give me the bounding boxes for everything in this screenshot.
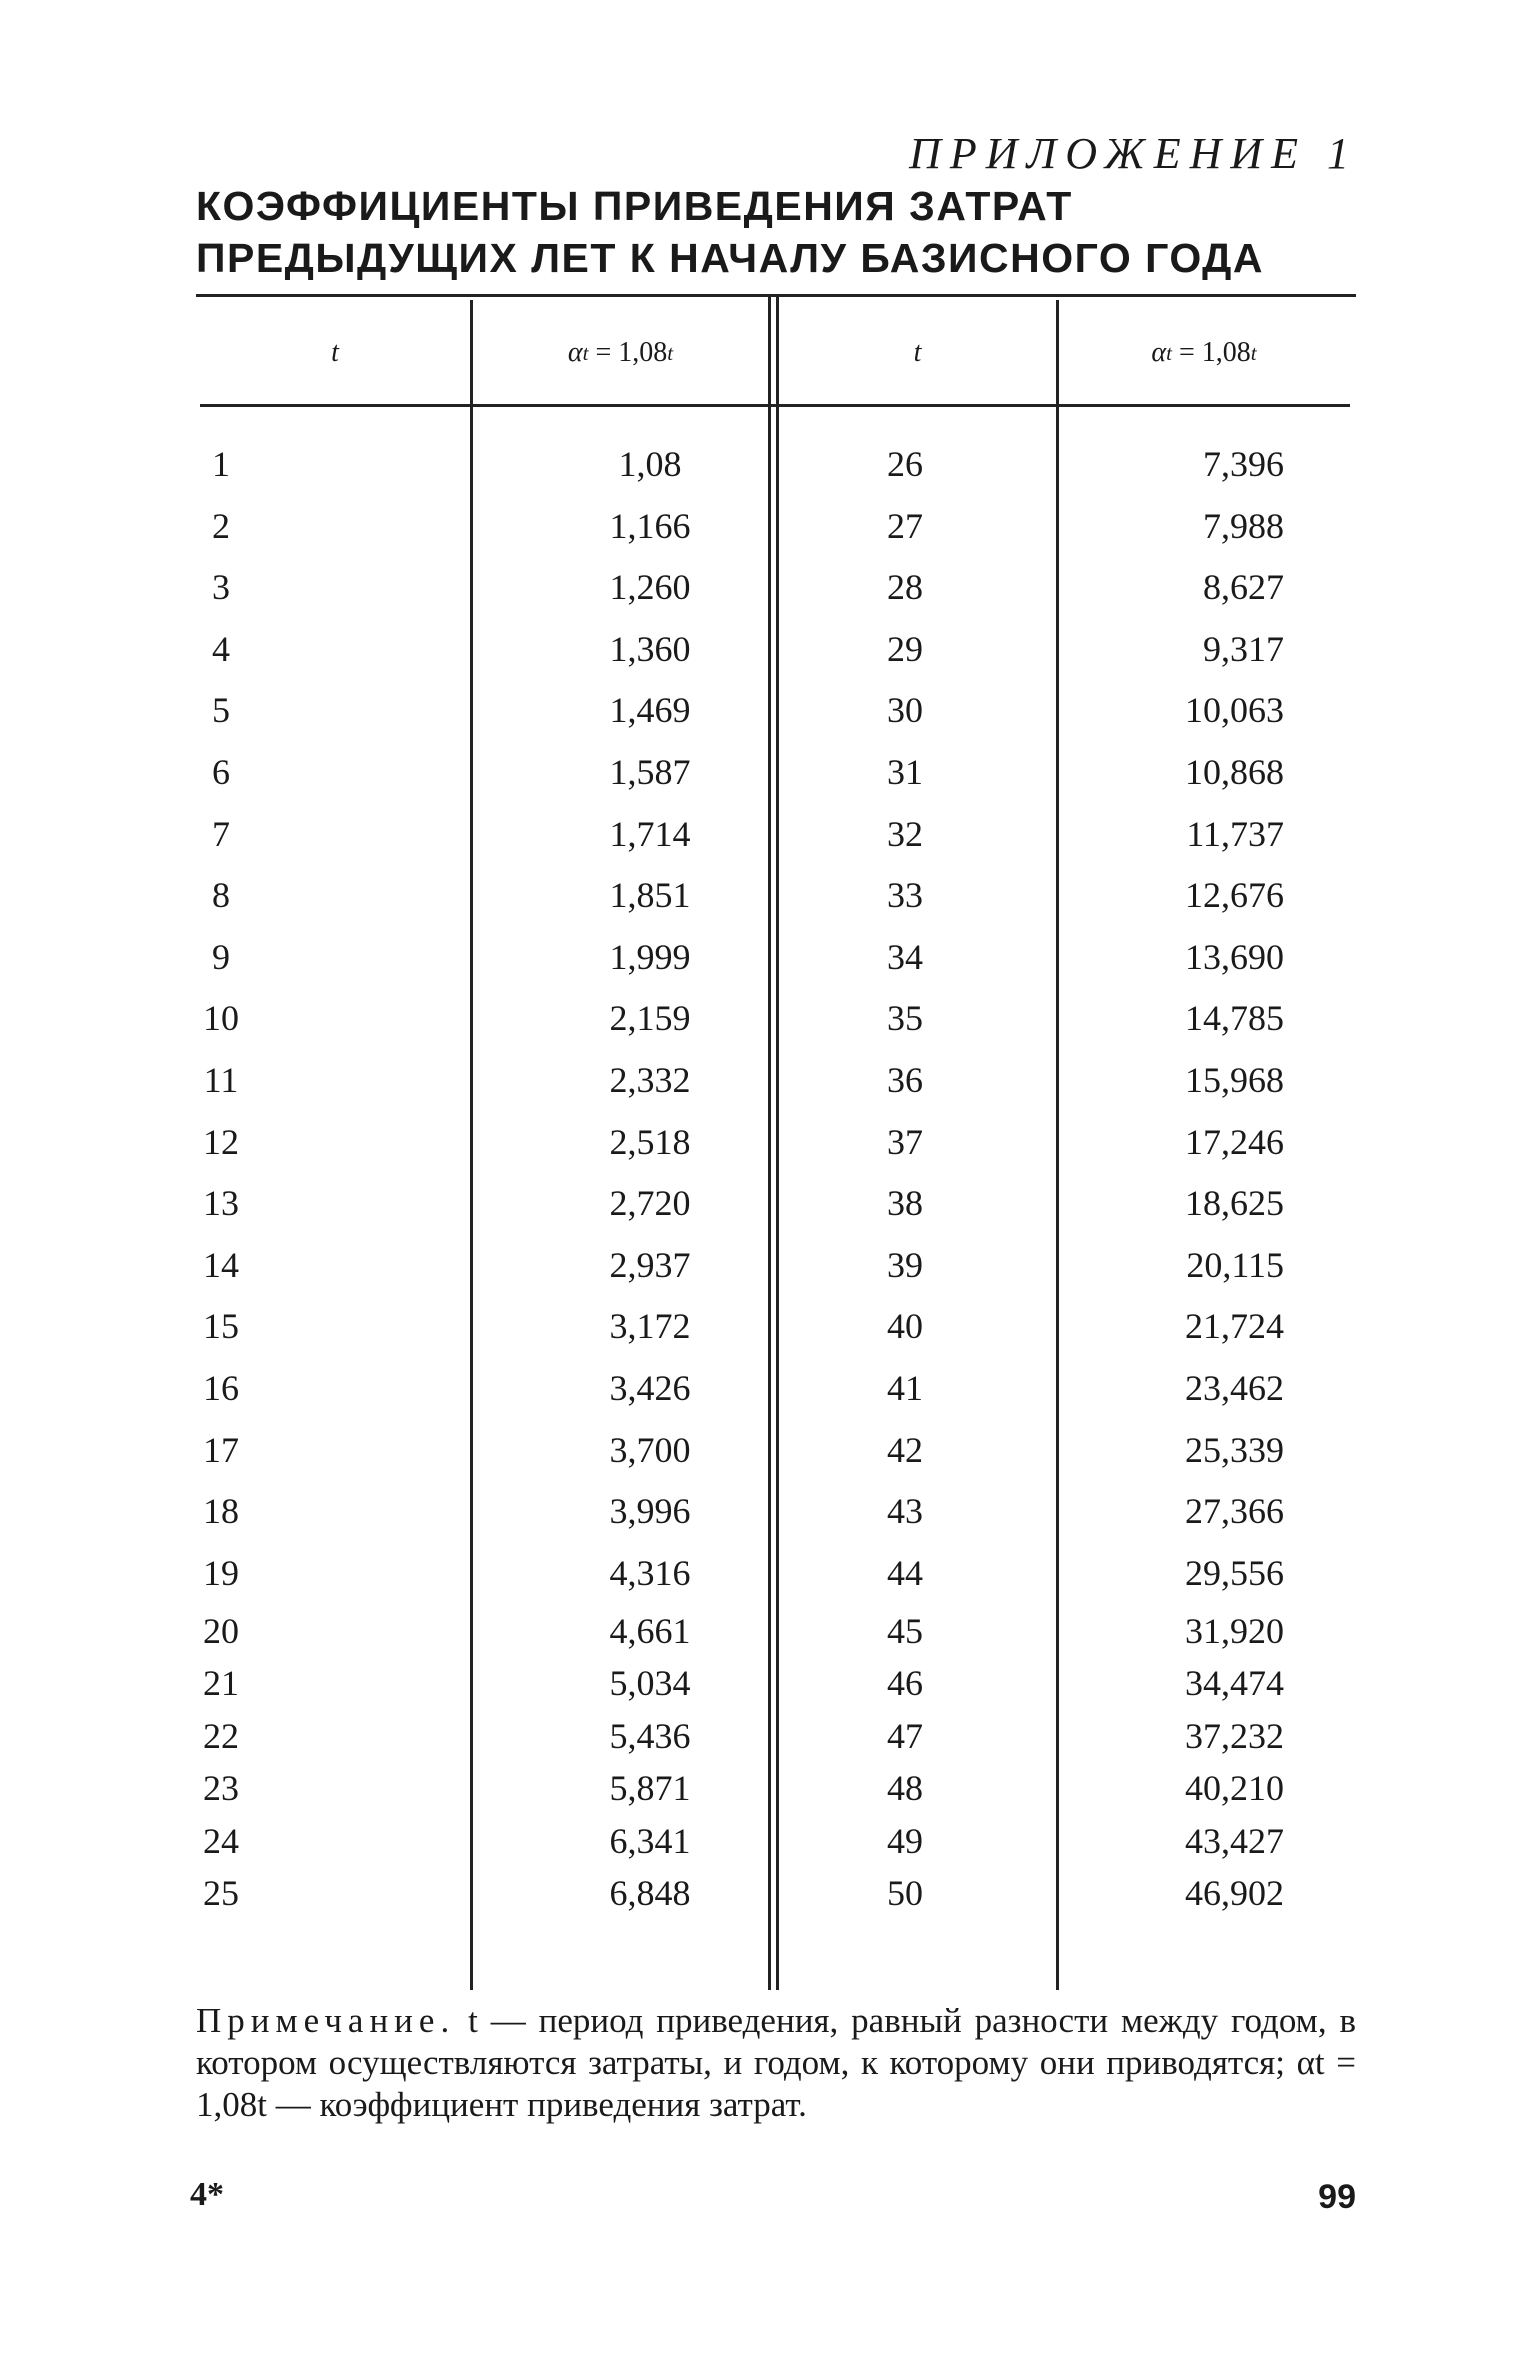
column-divider-1 [470,300,473,1990]
cell-coef-left: 1,469 [609,690,691,731]
note-text: t — период приведения, равный разности между годом, в котором осуществляются затраты, и годом, к которому они приводятся; αt = 1,08t — коэффициент приведения затрат. [196,2001,1356,2124]
cell-t-right: 39 [887,1244,923,1285]
header-t-right [779,318,1056,388]
cell-t-left: 1 [212,444,230,484]
cell-coef-left: 3,996 [609,1491,691,1532]
alpha-subscript: t [1166,340,1172,365]
title-line-1: КОЭФФИЦИЕНТЫ ПРИВЕДЕНИЯ ЗАТРАТ [196,183,1073,229]
cell-t-right: 30 [887,690,923,731]
cell-t-right: 28 [887,567,923,608]
cell-t-left: 7 [212,813,230,854]
cell-coef-left: 3,172 [609,1306,691,1347]
cell-coef-right: 21,724 [1185,1306,1284,1347]
cell-coef-left: 1,999 [609,936,691,977]
cell-coef-left: 1,08 [618,444,682,484]
cell-coef-left: 5,436 [609,1715,691,1756]
formula-exponent: t [667,340,674,365]
column-divider-double-b [776,296,779,1990]
cell-t-left: 11 [203,1060,239,1100]
cell-t-left: 14 [203,1244,239,1285]
cell-coef-left: 1,714 [609,813,691,854]
table-note [196,2000,1356,2126]
cell-coef-right: 14,785 [1185,998,1284,1039]
cell-coef-right: 34,474 [1185,1663,1284,1704]
cell-t-left: 18 [203,1491,239,1532]
cell-coef-left: 5,034 [609,1663,691,1704]
cell-t-left: 23 [203,1768,239,1809]
cell-coef-right: 31,920 [1185,1610,1284,1651]
cell-t-left: 20 [203,1610,239,1651]
cell-coef-left: 6,341 [609,1820,691,1861]
cell-coef-right: 20,115 [1186,1244,1284,1285]
cell-coef-left: 2,332 [609,1060,691,1100]
cell-t-left: 4 [212,628,230,669]
cell-coef-right: 23,462 [1185,1368,1284,1408]
cell-coef-left: 3,426 [609,1368,691,1408]
cell-t-left: 22 [203,1715,239,1756]
formula-text: = 1,08 [1178,337,1251,368]
cell-t-right: 48 [887,1768,923,1809]
cell-t-right: 44 [887,1552,923,1593]
appendix-label: ПРИЛОЖЕНИЕ 1 [909,129,1358,178]
cell-t-left: 5 [212,690,230,731]
cell-t-right: 27 [887,505,923,546]
cell-coef-right: 11,737 [1186,813,1284,854]
page-number: 99 [1318,2178,1356,2216]
cell-coef-right: 17,246 [1185,1121,1284,1162]
cell-t-right: 32 [887,813,923,854]
cell-t-right: 46 [887,1663,923,1704]
header-t-left [200,318,470,388]
cell-coef-right: 27,366 [1185,1491,1284,1532]
cell-t-right: 43 [887,1491,923,1532]
alpha-subscript: t [582,340,589,365]
header-t-right-label: t [913,337,922,368]
cell-coef-left: 2,159 [609,998,691,1039]
cell-coef-right: 13,690 [1185,936,1284,977]
cell-t-left: 13 [203,1183,239,1224]
cell-t-right: 49 [887,1820,923,1861]
cell-t-left: 25 [203,1873,239,1914]
cell-coef-right: 25,339 [1185,1429,1284,1470]
cell-t-right: 31 [887,752,923,792]
cell-coef-right: 10,868 [1185,752,1284,792]
alpha-symbol: α [567,337,583,368]
cell-coef-left: 6,848 [609,1873,691,1914]
note-label: Примечание. [196,2001,456,2040]
signature-mark: 4* [190,2176,224,2213]
cell-t-left: 19 [203,1552,239,1593]
cell-coef-right: 15,968 [1185,1060,1284,1100]
cell-t-right: 38 [887,1183,923,1224]
cell-t-right: 40 [887,1306,923,1347]
cell-coef-right: 12,676 [1185,875,1284,916]
cell-coef-left: 4,316 [609,1552,691,1593]
cell-coef-left: 2,937 [609,1244,691,1285]
cell-coef-left: 3,700 [609,1429,691,1470]
column-divider-double-a [768,296,771,1990]
cell-t-right: 34 [887,936,923,977]
cell-coef-left: 1,360 [609,628,691,669]
cell-coef-left: 2,720 [609,1183,691,1224]
cell-coef-right: 9,317 [1203,628,1284,669]
cell-t-left: 24 [203,1820,239,1861]
cell-coef-right: 7,396 [1203,444,1284,484]
cell-t-left: 16 [203,1368,239,1408]
title-line-2: ПРЕДЫДУЩИХ ЛЕТ К НАЧАЛУ БАЗИСНОГО ГОДА [196,235,1264,281]
cell-coef-right: 7,988 [1203,505,1284,546]
cell-t-right: 33 [887,875,923,916]
cell-t-left: 12 [203,1121,239,1162]
column-divider-3 [1056,300,1059,1990]
cell-t-right: 36 [887,1060,923,1100]
header-t-left-label: t [331,337,339,368]
cell-t-right: 26 [887,444,923,484]
cell-coef-right: 8,627 [1203,567,1284,608]
cell-t-right: 50 [887,1873,923,1914]
cell-t-right: 35 [887,998,923,1039]
formula-text: = 1,08 [595,337,668,368]
cell-coef-right: 43,427 [1185,1820,1284,1861]
cell-t-left: 2 [212,505,230,546]
cell-coef-right: 40,210 [1185,1768,1284,1809]
cell-coef-left: 1,260 [609,567,691,608]
header-alpha-left [473,318,768,388]
cell-t-right: 42 [887,1429,923,1470]
cell-coef-right: 10,063 [1185,690,1284,731]
table-header-rule [200,404,1350,407]
cell-coef-right: 18,625 [1185,1183,1284,1224]
cell-coef-right: 29,556 [1185,1552,1284,1593]
cell-t-right: 47 [887,1715,923,1756]
cell-t-left: 10 [203,998,239,1039]
cell-t-left: 17 [203,1429,239,1470]
cell-coef-right: 37,232 [1185,1715,1284,1756]
header-alpha-right [1059,318,1349,388]
cell-coef-right: 46,902 [1185,1873,1284,1914]
cell-t-left: 9 [212,936,230,977]
cell-t-left: 15 [203,1306,239,1347]
cell-t-right: 45 [887,1610,923,1651]
cell-t-left: 6 [212,752,230,792]
cell-t-left: 8 [212,875,230,916]
cell-coef-left: 1,587 [609,752,691,792]
cell-coef-left: 2,518 [609,1121,691,1162]
formula-exponent: t [1250,340,1257,365]
cell-coef-left: 5,871 [609,1768,691,1809]
cell-coef-left: 4,661 [609,1610,691,1651]
alpha-symbol: α [1151,337,1167,368]
page-title [196,180,1346,284]
cell-t-right: 41 [887,1368,923,1408]
cell-t-left: 3 [212,567,230,608]
cell-t-left: 21 [203,1663,239,1704]
cell-coef-left: 1,851 [609,875,691,916]
cell-t-right: 37 [887,1121,923,1162]
cell-coef-left: 1,166 [609,505,691,546]
cell-t-right: 29 [887,628,923,669]
